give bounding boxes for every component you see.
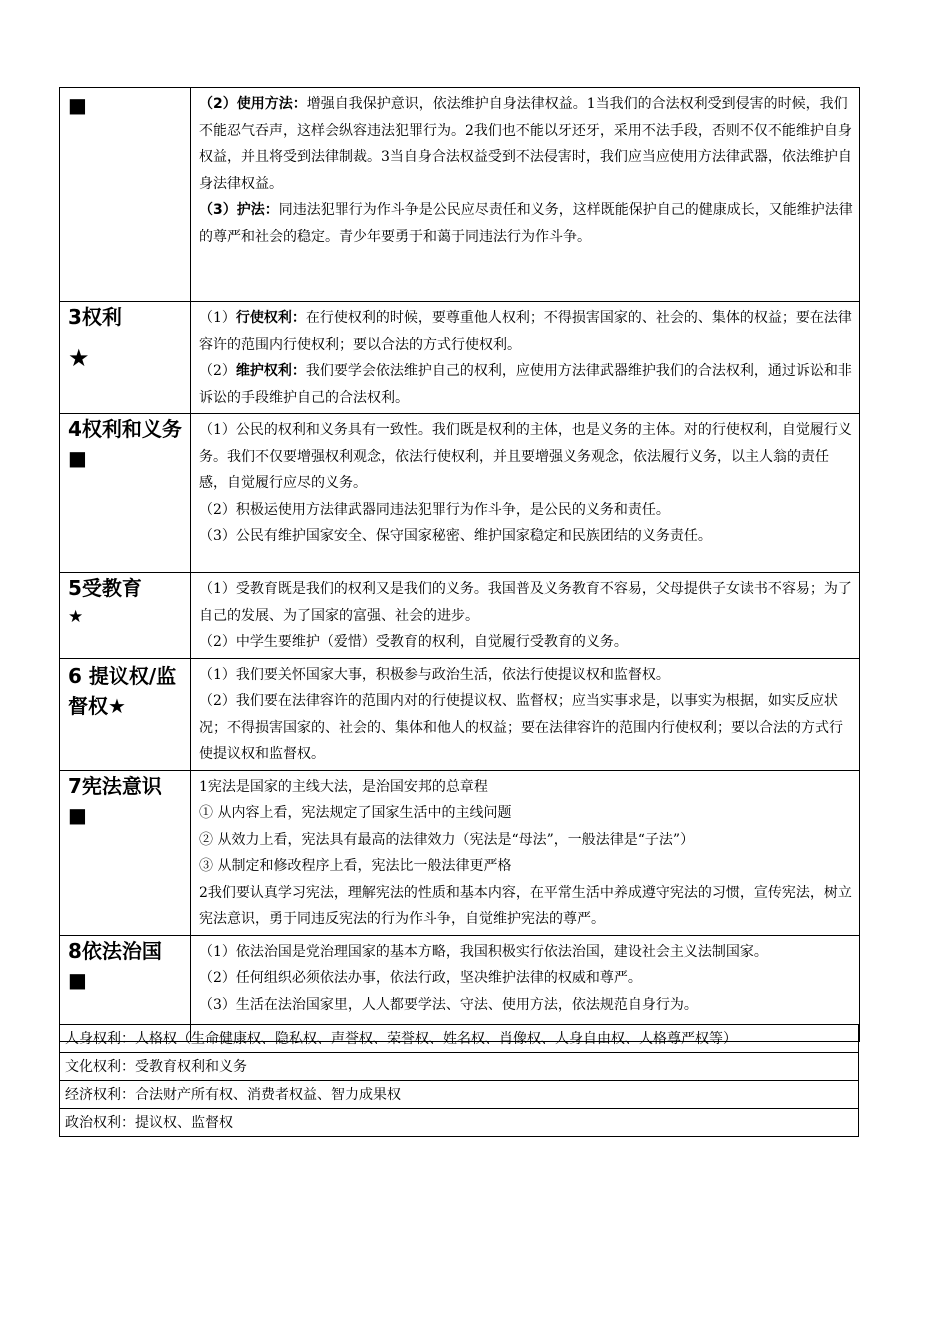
- rights-summary-table: [59, 1024, 859, 1137]
- star-mark-icon: ★: [68, 607, 84, 627]
- summary-row: [60, 1053, 859, 1081]
- square-mark-icon: ■: [68, 93, 87, 117]
- table-row: [60, 573, 860, 659]
- content-paragraph: （1）公民的权利和义务具有一致性。我们既是权利的主体，也是义务的主体。对的行使权利，自觉履行义务。我们不仅要增强权利观念，依法行使权利，并且要增强义务观念，依法履行义务，以主人翁的责任感，自觉履行应尽的义务。: [199, 422, 852, 491]
- content-paragraph: （2）任何组织必须依法办事，依法行政，坚决维护法律的权威和尊严。: [199, 970, 642, 986]
- content-paragraph: 1宪法是国家的主线大法，是治国安邦的总章程: [199, 778, 488, 795]
- content-paragraph: （2）积极运使用方法律武器同违法犯罪行为作斗争，是公民的义务和责任。: [199, 501, 670, 518]
- content-cell: [191, 658, 860, 770]
- table-row: [60, 302, 860, 414]
- topic-cell: [60, 88, 191, 302]
- table-row: [60, 658, 860, 770]
- content-paragraph: ① 从内容上看，宪法规定了国家生活中的主线问题: [199, 805, 512, 821]
- paragraph-label: 行使权利：: [235, 310, 306, 326]
- topic-title: 4权利和义务: [68, 417, 182, 441]
- content-paragraph: （3）生活在法治国家里，人人都要学法、守法、使用方法，依法规范自身行为。: [199, 996, 698, 1013]
- summary-cell: 政治权利：提议权、监督权: [60, 1109, 859, 1137]
- topic-title: 8依法治国: [68, 938, 162, 963]
- content-cell: [191, 573, 860, 659]
- square-mark-icon: ■: [68, 446, 87, 470]
- content-paragraph: ② 从效力上看，宪法具有最高的法律效力（宪法是“母法”，一般法律是“子法”）: [199, 831, 695, 848]
- topic-title: 6 提议权/监督权★: [68, 663, 177, 718]
- paragraph-label: （2）使用方法：: [199, 96, 307, 112]
- paragraph-text: 增强自我保护意识，依法维护自身法律权益。1当我们的合法权利受到侵害的时候，我们不能忍气吞声，这样会纵容违法犯罪行为。2我们也不能以牙还牙，采用不法手段，否则不仅不能维护自身权益，并且将受到法律制裁。3当自身合法权益受到不法侵害时，我们应当应使用方法律武器，依法维护自身法律权益。: [199, 96, 852, 192]
- content-paragraph: （3）公民有维护国家安全、保守国家秘密、维护国家稳定和民族团结的义务责任。: [199, 528, 712, 544]
- summary-cell: 经济权利：合法财产所有权、消费者权益、智力成果权: [60, 1081, 859, 1109]
- square-mark-icon: ■: [68, 802, 87, 827]
- content-paragraph: [199, 91, 853, 197]
- star-mark-icon: ★: [68, 344, 90, 372]
- topic-title: 7宪法意识: [68, 773, 162, 798]
- paragraph-text: 在行使权利的时候，要尊重他人权利；不得损害国家的、社会的、集体的权益；要在法律容许的范围内行使权利；要以合法的方式行使权利。: [199, 310, 852, 353]
- content-paragraph: [199, 197, 853, 250]
- paragraph-label: （3）护法：: [199, 202, 279, 218]
- content-cell: [191, 414, 860, 573]
- content-paragraph: （2）我们要在法律容许的范围内对的行使提议权、监督权；应当实事求是，以事实为根据，如实反应状况；不得损害国家的、社会的、集体和他人的权益；要在法律容许的范围内行使权利；要以合法的方式行使提议权和监督权。: [199, 693, 843, 762]
- paragraph-label: 维护权利：: [235, 363, 306, 379]
- paragraph-text: 我们要学会依法维护自己的权利，应使用方法律武器维护我们的合法权利，通过诉讼和非诉讼的手段维护自己的合法权利。: [199, 363, 852, 406]
- topic-cell: [60, 302, 191, 414]
- topic-cell: [60, 658, 191, 770]
- topic-cell: [60, 414, 191, 573]
- summary-row: [60, 1081, 859, 1109]
- topic-title: 5受教育: [68, 576, 142, 600]
- knowledge-table: [59, 87, 860, 1042]
- table-row: [60, 770, 860, 935]
- content-paragraph: 2我们要认真学习宪法，理解宪法的性质和基本内容，在平常生活中养成遵守宪法的习惯，宣传宪法，树立宪法意识，勇于同违反宪法的行为作斗争，自觉维护宪法的尊严。: [199, 884, 852, 927]
- summary-cell: 人身权利：人格权（生命健康权、隐私权、声誉权、荣誉权、姓名权、肖像权、人身自由权、人格尊严权等）: [60, 1025, 859, 1053]
- topic-title: 3权利: [68, 305, 122, 329]
- content-paragraph: （1）我们要关怀国家大事，积极参与政治生活，依法行使提议权和监督权。: [199, 666, 670, 683]
- table-row: [60, 88, 860, 302]
- summary-cell: 文化权利：受教育权利和义务: [60, 1053, 859, 1081]
- content-paragraph: （1）依法治国是党治理国家的基本方略，我国积极实行依法治国，建设社会主义法制国家。: [199, 943, 768, 960]
- paragraph-text: 同违法犯罪行为作斗争是公民应尽责任和义务，这样既能保护自己的健康成长，又能维护法律的尊严和社会的稳定。青少年要勇于和蔼于同违法行为作斗争。: [199, 202, 853, 245]
- paragraph-prefix: （2）: [199, 363, 236, 379]
- summary-row: [60, 1025, 859, 1053]
- content-paragraph: [199, 305, 853, 358]
- content-cell: [191, 770, 860, 935]
- summary-row: [60, 1109, 859, 1137]
- content-paragraph: （2）中学生要维护（爱惜）受教育的权利，自觉履行受教育的义务。: [199, 634, 628, 650]
- content-paragraph: [199, 358, 853, 411]
- content-cell: [191, 302, 860, 414]
- paragraph-prefix: （1）: [199, 310, 236, 326]
- square-mark-icon: ■: [68, 967, 87, 992]
- topic-cell: [60, 770, 191, 935]
- topic-cell: [60, 573, 191, 659]
- content-paragraph: ③ 从制定和修改程序上看，宪法比一般法律更严格: [199, 858, 512, 874]
- content-cell: [191, 88, 860, 302]
- table-row: [60, 414, 860, 573]
- content-paragraph: （1）受教育既是我们的权利又是我们的义务。我国普及义务教育不容易，父母提供子女读书不容易；为了自己的发展、为了国家的富强、社会的进步。: [199, 581, 852, 624]
